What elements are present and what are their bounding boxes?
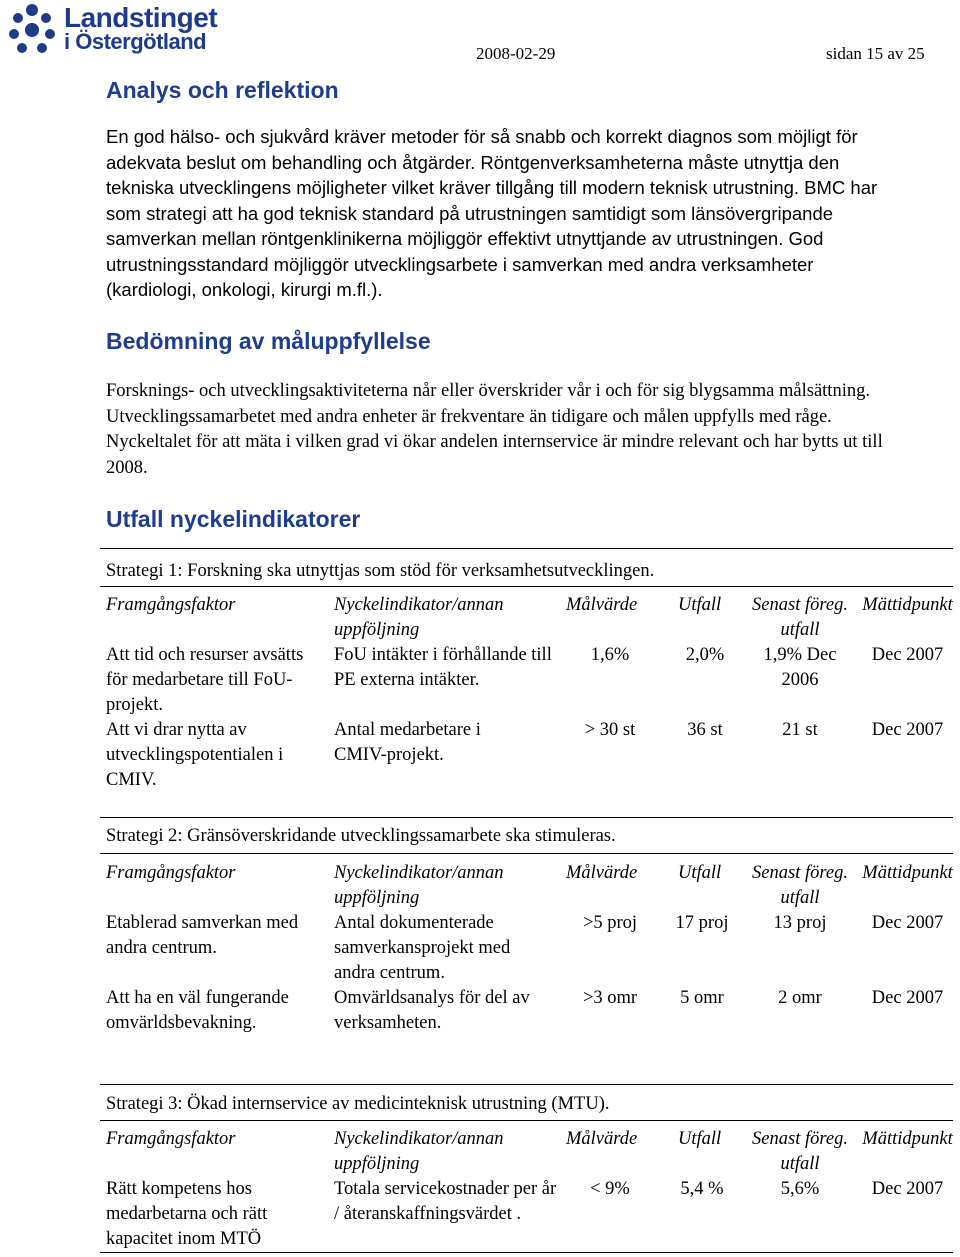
- section-title-assessment: Bedömning av måluppfyllelse: [106, 328, 431, 354]
- col-header-factor: Framgångsfaktor: [106, 595, 236, 615]
- row-previous: 21 st: [782, 720, 818, 740]
- col-header-factor: Framgångsfaktor: [106, 863, 236, 883]
- col-header-indicator: Nyckelindikator/annan uppföljning: [334, 595, 504, 640]
- logo: [4, 2, 304, 60]
- col-header-outcome: Utfall: [678, 863, 722, 883]
- col-header-factor: Framgångsfaktor: [106, 1129, 236, 1149]
- row-previous: 1,9% Dec 2006: [763, 645, 837, 690]
- col-header-indicator: Nyckelindikator/annan uppföljning: [334, 863, 504, 908]
- col-header-previous: Senast föreg. utfall: [752, 595, 848, 640]
- row-measured: Dec 2007: [871, 720, 944, 740]
- row-indicator: FoU intäkter i förhållande till PE externa intäkter.: [334, 645, 552, 690]
- table-rule: [100, 853, 953, 854]
- col-header-measured: Mättidpunkt: [862, 863, 953, 883]
- row-measured: Dec 2007: [871, 988, 944, 1008]
- row-outcome: 5,4 %: [680, 1179, 724, 1199]
- row-target: >5 proj: [582, 913, 638, 933]
- row-target: 1,6%: [590, 645, 630, 665]
- table-rule: [100, 1252, 953, 1253]
- col-header-target: Målvärde: [566, 595, 638, 615]
- strategy-title: Strategi 2: Gränsöverskridande utvecklingssamarbete ska stimuleras.: [106, 826, 616, 846]
- row-target: < 9%: [590, 1179, 630, 1199]
- table-rule: [100, 817, 953, 818]
- row-measured: Dec 2007: [871, 913, 944, 933]
- page-number: sidan 15 av 25: [826, 44, 925, 63]
- col-header-target: Målvärde: [566, 1129, 638, 1149]
- analysis-paragraph: En god hälso- och sjukvård kräver metoder för så snabb och korrekt diagnos som möjligt för adekvata beslut om behandling och åtgärder. Röntgenverksamheterna måste utnyttja den tekniska utvecklingens möjligheter vilket kräver tillgång till modern teknisk utrustning. BMC har som strategi att ha god teknisk standard på utrustningen samtidigt som länsövergripande samverkan mellan röntgenklinikerna möjliggör effektivt utnyttjande av utrustningen. God utrustningsstandard möjliggör utvecklingsarbete i samverkan med andra verksamheter (kardiologi, onkologi, kirurgi m.fl.).: [106, 126, 878, 300]
- col-header-indicator: Nyckelindikator/annan uppföljning: [334, 1129, 504, 1174]
- col-header-previous: Senast föreg. utfall: [752, 1129, 848, 1174]
- table-rule: [100, 1084, 953, 1085]
- row-measured: Dec 2007: [871, 645, 944, 665]
- table-rule: [100, 548, 953, 549]
- row-indicator: Omvärldsanalys för del av verksamheten.: [334, 988, 530, 1033]
- row-target: > 30 st: [584, 720, 636, 740]
- col-header-outcome: Utfall: [678, 1129, 722, 1149]
- col-header-target: Målvärde: [566, 863, 638, 883]
- col-header-measured: Mättidpunkt: [862, 1129, 953, 1149]
- row-outcome: 17 proj: [675, 913, 729, 933]
- row-factor: Att vi drar nytta av utvecklingspotentialen i CMIV.: [106, 720, 284, 790]
- col-header-outcome: Utfall: [678, 595, 722, 615]
- row-indicator: Totala servicekostnader per år / återanskaffningsvärdet .: [334, 1179, 557, 1224]
- row-indicator: Antal dokumenterade samverkansprojekt med andra centrum.: [334, 913, 511, 983]
- col-header-previous: Senast föreg. utfall: [752, 863, 848, 908]
- assessment-paragraph: Forsknings- och utvecklingsaktiviteterna når eller överskrider vår i och för sig blygsamma målsättning. Utvecklingssamarbetet med andra enheter är frekventare än tidigare och målen uppfylls med råge. Nyckeltalet för att mäta i vilken grad vi ökar andelen internservice är mindre relevant och har bytts ut till 2008.: [106, 381, 883, 478]
- row-factor: Att tid och resurser avsätts för medarbetare till FoU-projekt.: [106, 645, 304, 715]
- row-outcome: 2,0%: [685, 645, 725, 665]
- row-factor: Rätt kompetens hos medarbetarna och rätt kapacitet inom MTÖ: [106, 1179, 268, 1249]
- row-factor: Etablerad samverkan med andra centrum.: [106, 913, 299, 958]
- row-target: >3 omr: [582, 988, 638, 1008]
- row-previous: 2 omr: [778, 988, 822, 1008]
- row-factor: Att ha en väl fungerande omvärldsbevakning.: [106, 988, 289, 1033]
- col-header-measured: Mättidpunkt: [862, 595, 953, 615]
- strategy-title: Strategi 1: Forskning ska utnyttjas som stöd för verksamhetsutvecklingen.: [106, 561, 655, 581]
- logo-line2: i Östergötland: [64, 29, 207, 54]
- row-measured: Dec 2007: [871, 1179, 944, 1199]
- logo-line1: Landstinget: [64, 2, 218, 33]
- row-previous: 13 proj: [773, 913, 827, 933]
- county-crest-icon: [4, 2, 60, 58]
- table-rule: [100, 1120, 953, 1121]
- row-outcome: 5 omr: [680, 988, 724, 1008]
- section-title-indicators: Utfall nyckelindikatorer: [106, 506, 361, 532]
- document-date: 2008-02-29: [476, 44, 556, 63]
- table-rule: [100, 586, 953, 587]
- row-indicator: Antal medarbetare i CMIV-projekt.: [334, 720, 481, 765]
- strategy-title: Strategi 3: Ökad internservice av medicinteknisk utrustning (MTU).: [106, 1094, 610, 1114]
- section-title-analysis: Analys och reflektion: [106, 77, 339, 103]
- row-previous: 5,6%: [780, 1179, 820, 1199]
- row-outcome: 36 st: [687, 720, 723, 740]
